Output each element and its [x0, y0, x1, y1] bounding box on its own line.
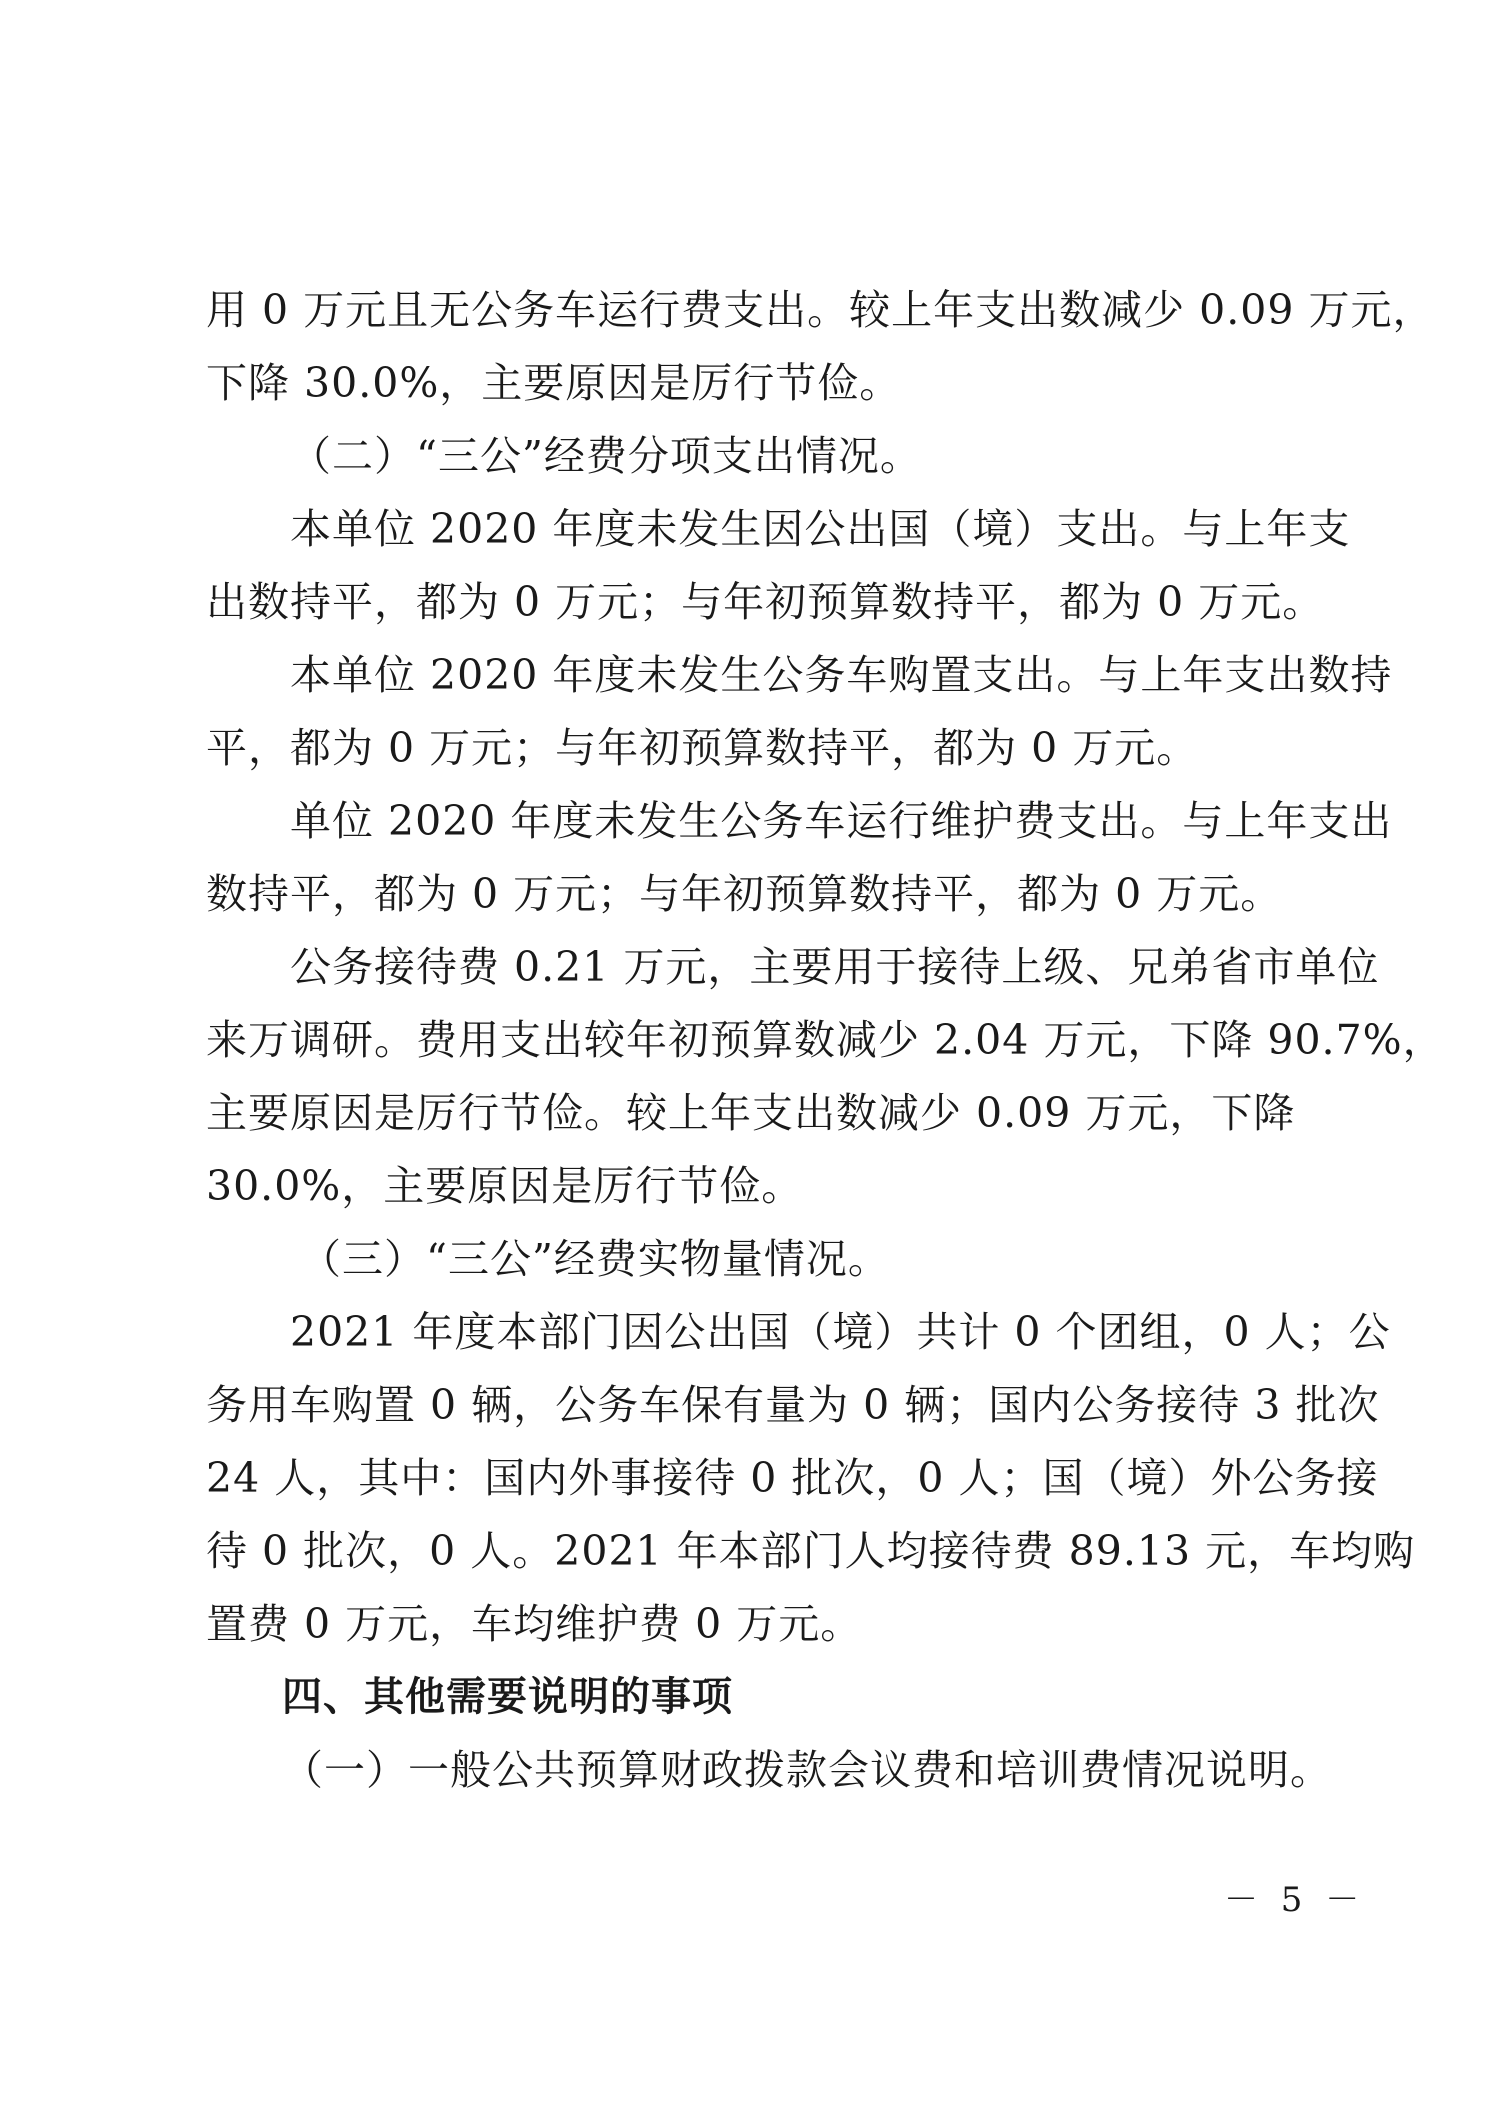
paragraph-line: 出数持平，都为 0 万元；与年初预算数持平，都为 0 万元。	[206, 578, 1325, 626]
paragraph-line: 数持平，都为 0 万元；与年初预算数持平，都为 0 万元。	[206, 870, 1283, 918]
paragraph-line: 本单位 2020 年度未发生公务车购置支出。与上年支出数持	[290, 651, 1393, 699]
chapter-heading: 四、其他需要说明的事项	[282, 1674, 733, 1720]
paragraph-line: 置费 0 万元，车均维护费 0 万元。	[206, 1600, 863, 1648]
paragraph-line: 2021 年度本部门因公出国（境）共计 0 个团组，0 人；公	[290, 1308, 1391, 1356]
paragraph-line: 平，都为 0 万元；与年初预算数持平，都为 0 万元。	[206, 724, 1199, 772]
section-heading: （三）“三公”经费实物量情况。	[300, 1235, 890, 1283]
paragraph-line: 30.0%，主要原因是厉行节俭。	[206, 1162, 804, 1210]
section-heading: （一）一般公共预算财政拨款会议费和培训费情况说明。	[282, 1746, 1332, 1794]
page-number: － 5 －	[1224, 1880, 1366, 1920]
paragraph-line: 单位 2020 年度未发生公务车运行维护费支出。与上年支出	[290, 797, 1393, 845]
paragraph-line: 用 0 万元且无公务车运行费支出。较上年支出数减少 0.09 万元，	[206, 286, 1435, 334]
paragraph-line: 本单位 2020 年度未发生因公出国（境）支出。与上年支	[290, 505, 1351, 553]
paragraph-line: 24 人，其中：国内外事接待 0 批次，0 人；国（境）外公务接	[206, 1454, 1379, 1502]
paragraph-line: 主要原因是厉行节俭。较上年支出数减少 0.09 万元，下降	[206, 1089, 1296, 1137]
paragraph-line: 务用车购置 0 辆，公务车保有量为 0 辆；国内公务接待 3 批次	[206, 1381, 1380, 1429]
paragraph-line: 下降 30.0%，主要原因是厉行节俭。	[206, 359, 902, 407]
paragraph-line: 待 0 批次，0 人。2021 年本部门人均接待费 89.13 元，车均购	[206, 1527, 1416, 1575]
section-heading: （二）“三公”经费分项支出情况。	[290, 432, 922, 480]
paragraph-line: 公务接待费 0.21 万元，主要用于接待上级、兄弟省市单位	[290, 943, 1380, 991]
paragraph-line: 来万调研。费用支出较年初预算数减少 2.04 万元，下降 90.7%，	[206, 1016, 1445, 1064]
